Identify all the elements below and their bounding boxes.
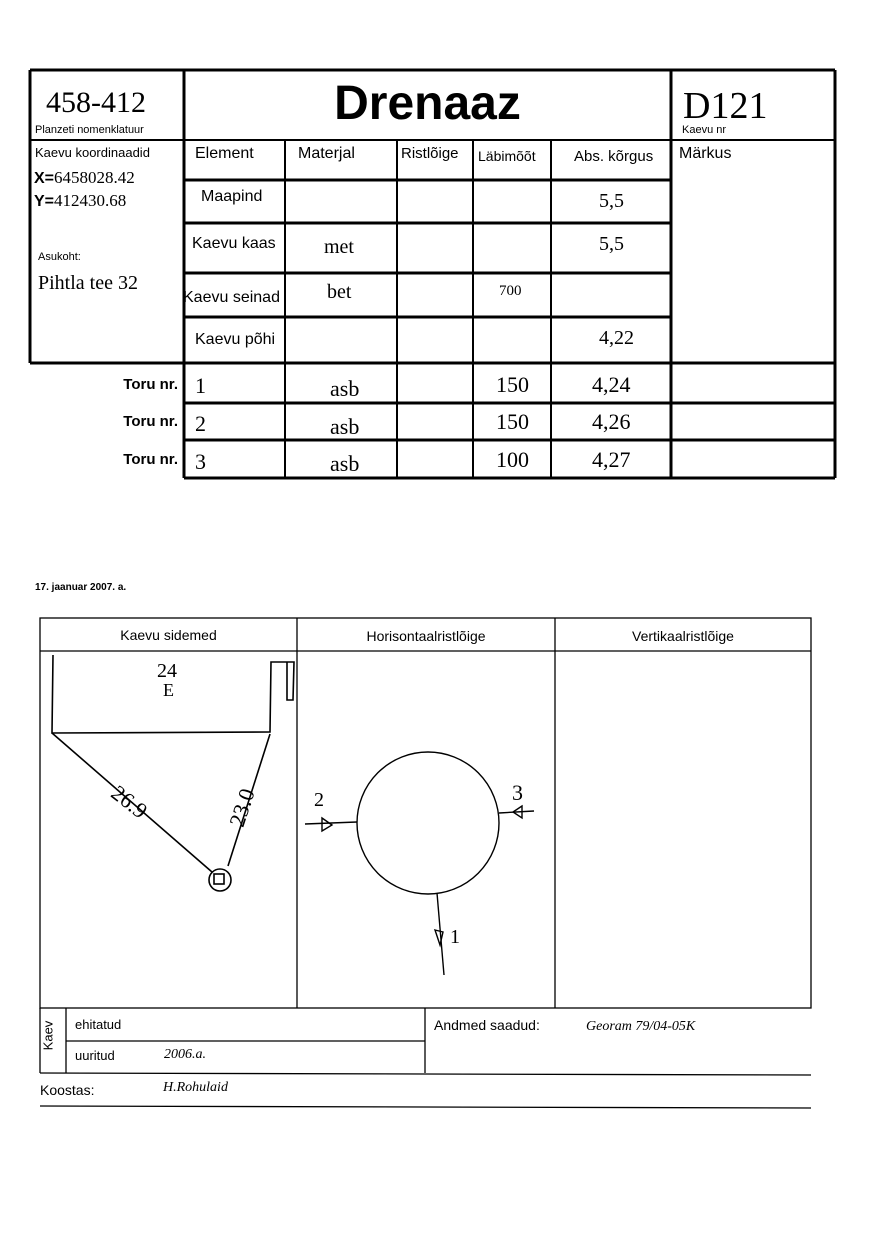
location-label: Asukoht:	[38, 251, 81, 263]
y-label: Y=	[34, 193, 55, 210]
pipe-nr: 2	[195, 411, 206, 436]
x-coordinate	[34, 168, 135, 188]
nomenclature-value: 458-412	[46, 86, 146, 119]
pipe-height: 4,26	[592, 409, 631, 434]
col-diameter: Läbimõõt	[478, 148, 536, 164]
pipe-material: asb	[330, 376, 360, 401]
pipe-diameter: 150	[496, 372, 529, 397]
col-material: Materjal	[298, 145, 355, 162]
pipe-nr: 1	[195, 373, 206, 398]
element-name: Kaevu kaas	[192, 235, 276, 252]
element-height: 4,22	[599, 327, 634, 349]
pipe-label: Toru nr.	[123, 451, 178, 468]
element-name: Kaevu seinad	[183, 289, 280, 306]
surveyed-label: uuritud	[75, 1048, 115, 1063]
element-diameter: 700	[499, 283, 522, 299]
sketch-col-ties: Kaevu sidemed	[120, 627, 217, 643]
coords-label: Kaevu koordinaadid	[35, 145, 150, 160]
element-height: 5,5	[599, 233, 624, 255]
element-name: Kaevu põhi	[195, 331, 276, 348]
tie-top-sub-label: E	[163, 680, 174, 700]
col-notes: Märkus	[679, 145, 732, 162]
element-height: 5,5	[599, 190, 624, 212]
x-label: X=	[34, 170, 55, 187]
horizontal-section-sketch	[305, 752, 534, 975]
sketch-col-vertical: Vertikaalristlõige	[632, 628, 734, 644]
pipe-3-label: 3	[512, 780, 523, 805]
element-name: Maapind	[201, 188, 263, 205]
well-id-label: Kaevu nr	[682, 124, 727, 136]
element-material: met	[324, 236, 354, 258]
pipe-material: asb	[330, 451, 360, 476]
document-date: 17. jaanuar 2007. a.	[35, 582, 127, 593]
tie-right-label: 23.0	[224, 785, 260, 830]
compiled-value: H.Rohulaid	[163, 1080, 228, 1095]
tie-top-label: 24	[157, 660, 177, 682]
location-value: Pihtla tee 32	[38, 272, 138, 294]
built-label: ehitatud	[75, 1017, 122, 1032]
surveyed-value: 2006.a.	[164, 1047, 206, 1062]
pipe-2-label: 2	[314, 789, 324, 811]
pipe-height: 4,27	[592, 447, 631, 472]
col-element: Element	[195, 145, 254, 162]
pipe-material: asb	[330, 414, 360, 439]
y-value: 412430.68	[54, 191, 127, 210]
pipe-height: 4,24	[592, 372, 631, 397]
pipe-diameter: 150	[496, 409, 529, 434]
element-material: bet	[327, 281, 352, 303]
pipe-label: Toru nr.	[123, 413, 178, 430]
data-source-value: Georam 79/04-05K	[586, 1019, 696, 1034]
pipe-nr: 3	[195, 449, 206, 474]
sketch-col-horizontal: Horisontaalristlõige	[366, 628, 486, 644]
page-title: Drenaaz	[334, 77, 521, 130]
nomenclature-label: Planzeti nomenklatuur	[35, 124, 144, 136]
pipe-1-label: 1	[450, 926, 460, 948]
compiled-label: Koostas:	[40, 1082, 95, 1098]
data-source-label: Andmed saadud:	[434, 1017, 540, 1033]
col-cross-section: Ristlõige	[401, 145, 459, 162]
tie-left-label: 26.9	[106, 780, 153, 824]
pipe-diameter: 100	[496, 447, 529, 472]
pipe-label: Toru nr.	[123, 376, 178, 393]
col-abs-height: Abs. kõrgus	[574, 148, 654, 165]
well-id: D121	[683, 85, 768, 127]
y-coordinate	[34, 191, 126, 211]
well-side-label: Kaev	[40, 1020, 56, 1051]
x-value: 6458028.42	[54, 168, 135, 187]
